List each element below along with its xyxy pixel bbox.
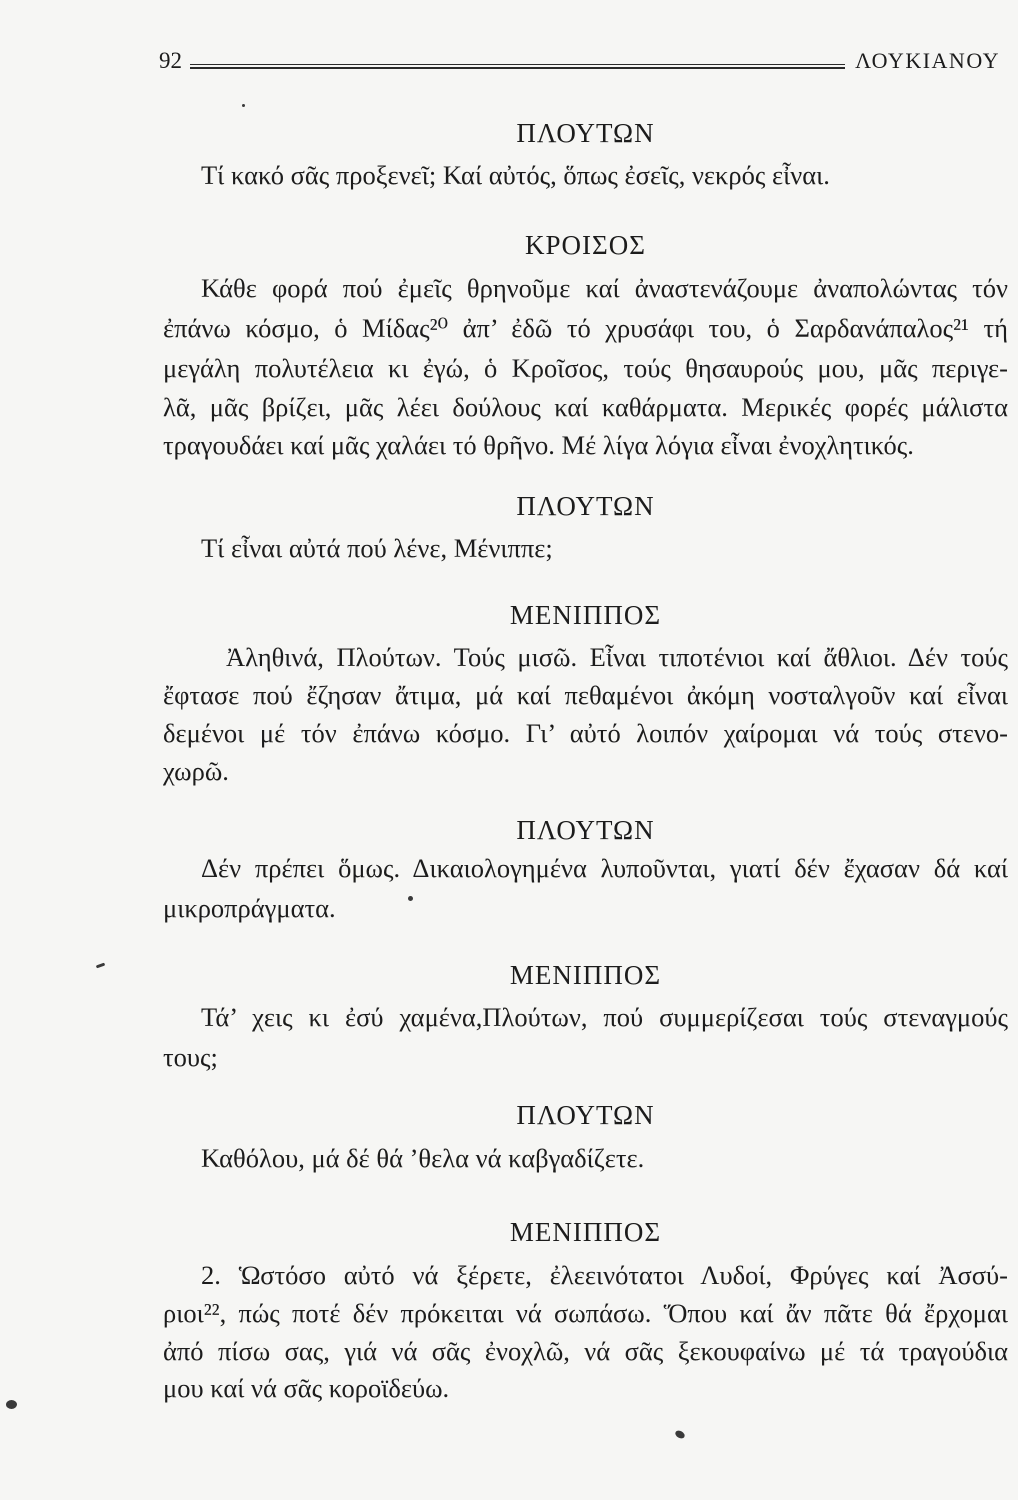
dialogue-line: ἐπάνω κόσμο, ὁ Μίδας²⁰ ἀπ’ ἐδῶ τό χρυσάφι του, ὁ Σαρδανάπαλος²¹ τή — [163, 313, 1008, 343]
speaker-heading: ΜΕΝΙΠΠΟΣ — [509, 600, 662, 630]
dialogue-line: 2. Ὡστόσο αὐτό νά ξέρετε, ἐλεεινότατοι Λυδοί, Φρύγες καί Ἀσσύ- — [201, 1260, 1008, 1290]
running-title: ΛΟΥΚΙΑΝΟΥ — [855, 48, 1000, 73]
dialogue-line: λᾶ, μᾶς βρίζει, μᾶς λέει δούλους καί καθάρματα. Μερικές φορές μάλιστα — [163, 392, 1008, 422]
dialogue-line: ἀπό πίσω σας, γιά νά σᾶς ἐνοχλῶ, νά σᾶς ξεκουφαίνω μέ τά τραγούδια — [163, 1336, 1008, 1366]
speaker-heading: ΠΛΟΥΤΩΝ — [516, 815, 655, 845]
speaker-heading: ΚΡΟΙΣΟΣ — [525, 230, 646, 260]
dialogue-line: Δέν πρέπει ὅμως. Δικαιολογημένα λυποῦνται, γιατί δέν ἔχασαν δά καί — [201, 853, 1008, 883]
page-number: 92 — [159, 48, 182, 73]
scan-speck — [242, 104, 245, 107]
dialogue-line: ριοι²², πώς ποτέ δέν πρόκειται νά σωπάσω. Ὅπου καί ἄν πᾶτε θά ἔρχομαι — [163, 1298, 1008, 1328]
dialogue-line: Ἀληθινά, Πλούτων. Τούς μισῶ. Εἶναι τιποτένιοι καί ἄθλιοι. Δέν τούς — [226, 642, 1008, 672]
scan-speck — [6, 1400, 17, 1409]
scan-speck — [408, 896, 413, 901]
dialogue-line: Τά’ χεις κι ἐσύ χαμένα,Πλούτων, πού συμμερίζεσαι τούς στεναγμούς — [201, 1002, 1008, 1032]
scan-speck — [674, 1429, 686, 1440]
speaker-heading: ΠΛΟΥΤΩΝ — [516, 491, 655, 521]
dialogue-line: χωρῶ. — [163, 756, 229, 786]
dialogue-line: δεμένοι μέ τόν ἐπάνω κόσμο. Γι’ αὐτό λοιπόν χαίρομαι νά τούς στενο- — [163, 718, 1008, 748]
dialogue-line: Καθόλου, μά δέ θά ’θελα νά καβγαδίζετε. — [201, 1143, 645, 1173]
speaker-heading: ΜΕΝΙΠΠΟΣ — [509, 1217, 662, 1247]
dialogue-line: μικροπράγματα. — [163, 893, 336, 923]
dialogue-line: μεγάλη πολυτέλεια κι ἐγώ, ὁ Κροῖσος, τούς θησαυρούς μου, μᾶς περιγε- — [163, 353, 1008, 383]
dialogue-line: μου καί νά σᾶς κοροϊδεύω. — [163, 1373, 450, 1403]
dialogue-line: Τί εἶναι αὐτά πού λένε, Μένιππε; — [201, 533, 553, 563]
scan-speck — [96, 963, 105, 969]
header-rule — [190, 64, 845, 69]
dialogue-line: ἔφτασε πού ἔζησαν ἄτιμα, μά καί πεθαμένοι ἀκόμη νοσταλγοῦν καί εἶναι — [163, 680, 1008, 710]
dialogue-line: τραγουδάει καί μᾶς χαλάει τό θρῆνο. Μέ λίγα λόγια εἶναι ἐνοχλητικός. — [163, 430, 914, 460]
dialogue-line: Κάθε φορά πού ἐμεῖς θρηνοῦμε καί ἀναστενάζουμε ἀναπολώντας τόν — [201, 273, 1008, 303]
speaker-heading: ΠΛΟΥΤΩΝ — [516, 1100, 655, 1130]
speaker-heading: ΜΕΝΙΠΠΟΣ — [509, 960, 662, 990]
dialogue-line: τους; — [163, 1042, 218, 1072]
speaker-heading: ΠΛΟΥΤΩΝ — [516, 118, 655, 148]
dialogue-line: Τί κακό σᾶς προξενεῖ; Καί αὐτός, ὅπως ἐσεῖς, νεκρός εἶναι. — [201, 160, 830, 190]
